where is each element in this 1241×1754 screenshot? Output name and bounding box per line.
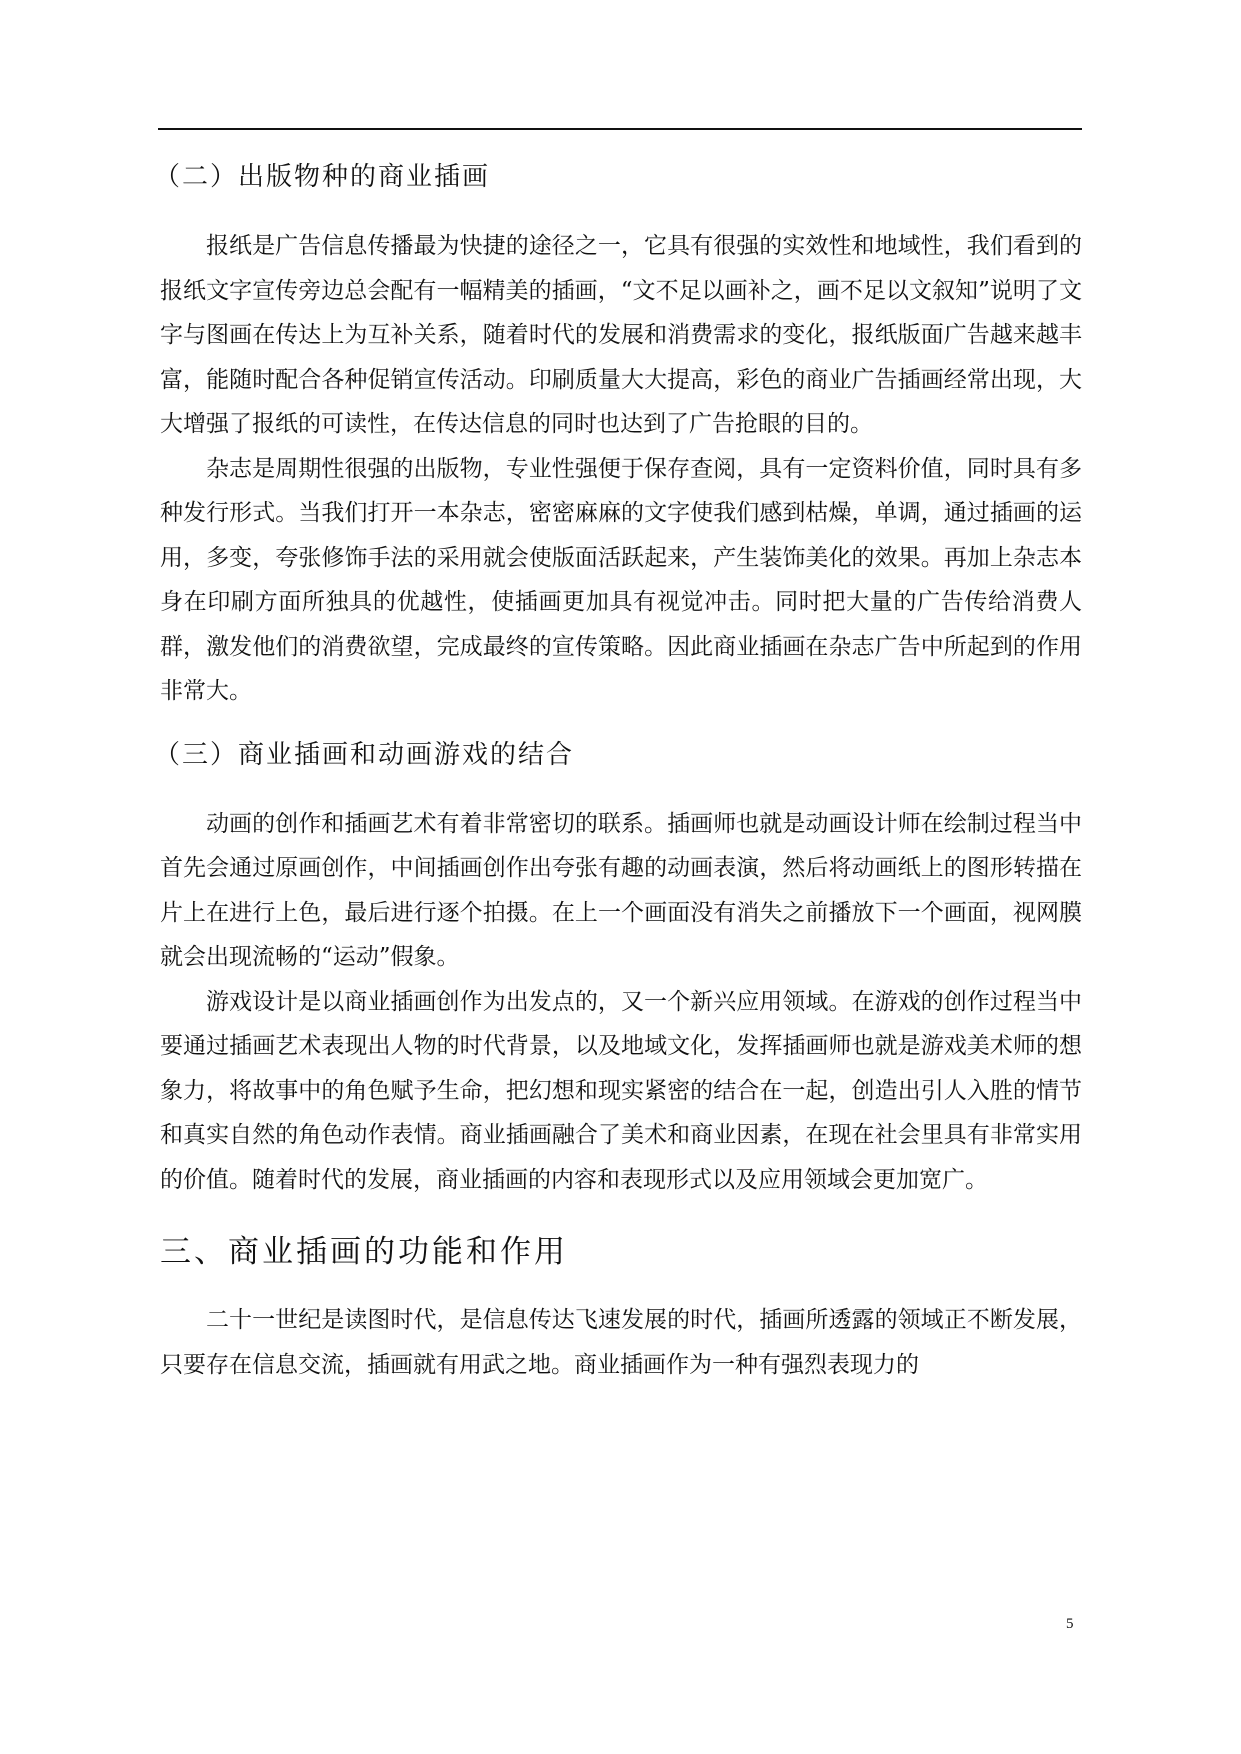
paragraph-animation: 动画的创作和插画艺术有着非常密切的联系。插画师也就是动画设计师在绘制过程当中首先会通过原画创作，中间插画创作出夸张有趣的动画表演，然后将动画纸上的图形转描在片上在进行上色，最后进行逐个拍摄。在上一个画面没有消失之前播放下一个画面，视网膜就会出现流畅的“运动”假象。 <box>160 810 1082 970</box>
subsection-heading-publications: （二）出版物种的商业插画 <box>154 162 491 192</box>
subsection-heading-animation-games: （三）商业插画和动画游戏的结合 <box>154 739 575 770</box>
page-content <box>154 150 1082 1387</box>
page-number: 5 <box>1066 1616 1074 1632</box>
header-rule <box>158 128 1082 130</box>
paragraph-reading-era: 二十一世纪是读图时代，是信息传达飞速发展的时代，插画所透露的领域正不断发展，只要存在信息交流，插画就有用武之地。商业插画作为一种有强烈表现力的 <box>160 1307 1082 1378</box>
section-heading-functions: 三、商业插画的功能和作用 <box>160 1234 568 1270</box>
paragraph-newspapers: 报纸是广告信息传播最为快捷的途径之一，它具有很强的实效性和地域性，我们看到的报纸文字宣传旁边总会配有一幅精美的插画，“文不足以画补之，画不足以文叙知”说明了文字与图画在传达上为互补关系，随着时代的发展和消费需求的变化，报纸版面广告越来越丰富，能随时配合各种促销宣传活动。印刷质量大大提高，彩色的商业广告插画经常出现，大大增强了报纸的可读性，在传达信息的同时也达到了广告抢眼的目的。 <box>160 233 1082 437</box>
paragraph-magazines: 杂志是周期性很强的出版物，专业性强便于保存查阅，具有一定资料价值，同时具有多种发行形式。当我们打开一本杂志，密密麻麻的文字使我们感到枯燥，单调，通过插画的运用，多变，夸张修饰手法的采用就会使版面活跃起来，产生装饰美化的效果。再加上杂志本身在印刷方面所独具的优越性，使插画更加具有视觉冲击。同时把大量的广告传给消费人群，激发他们的消费欲望，完成最终的宣传策略。因此商业插画在杂志广告中所起到的作用非常大。 <box>160 455 1082 704</box>
paragraph-games: 游戏设计是以商业插画创作为出发点的，又一个新兴应用领域。在游戏的创作过程当中要通过插画艺术表现出人物的时代背景，以及地域文化，发挥插画师也就是游戏美术师的想象力，将故事中的角色赋予生命，把幻想和现实紧密的结合在一起，创造出引人入胜的情节和真实自然的角色动作表情。商业插画融合了美术和商业因素，在现在社会里具有非常实用的价值。随着时代的发展，商业插画的内容和表现形式以及应用领域会更加宽广。 <box>160 988 1082 1193</box>
